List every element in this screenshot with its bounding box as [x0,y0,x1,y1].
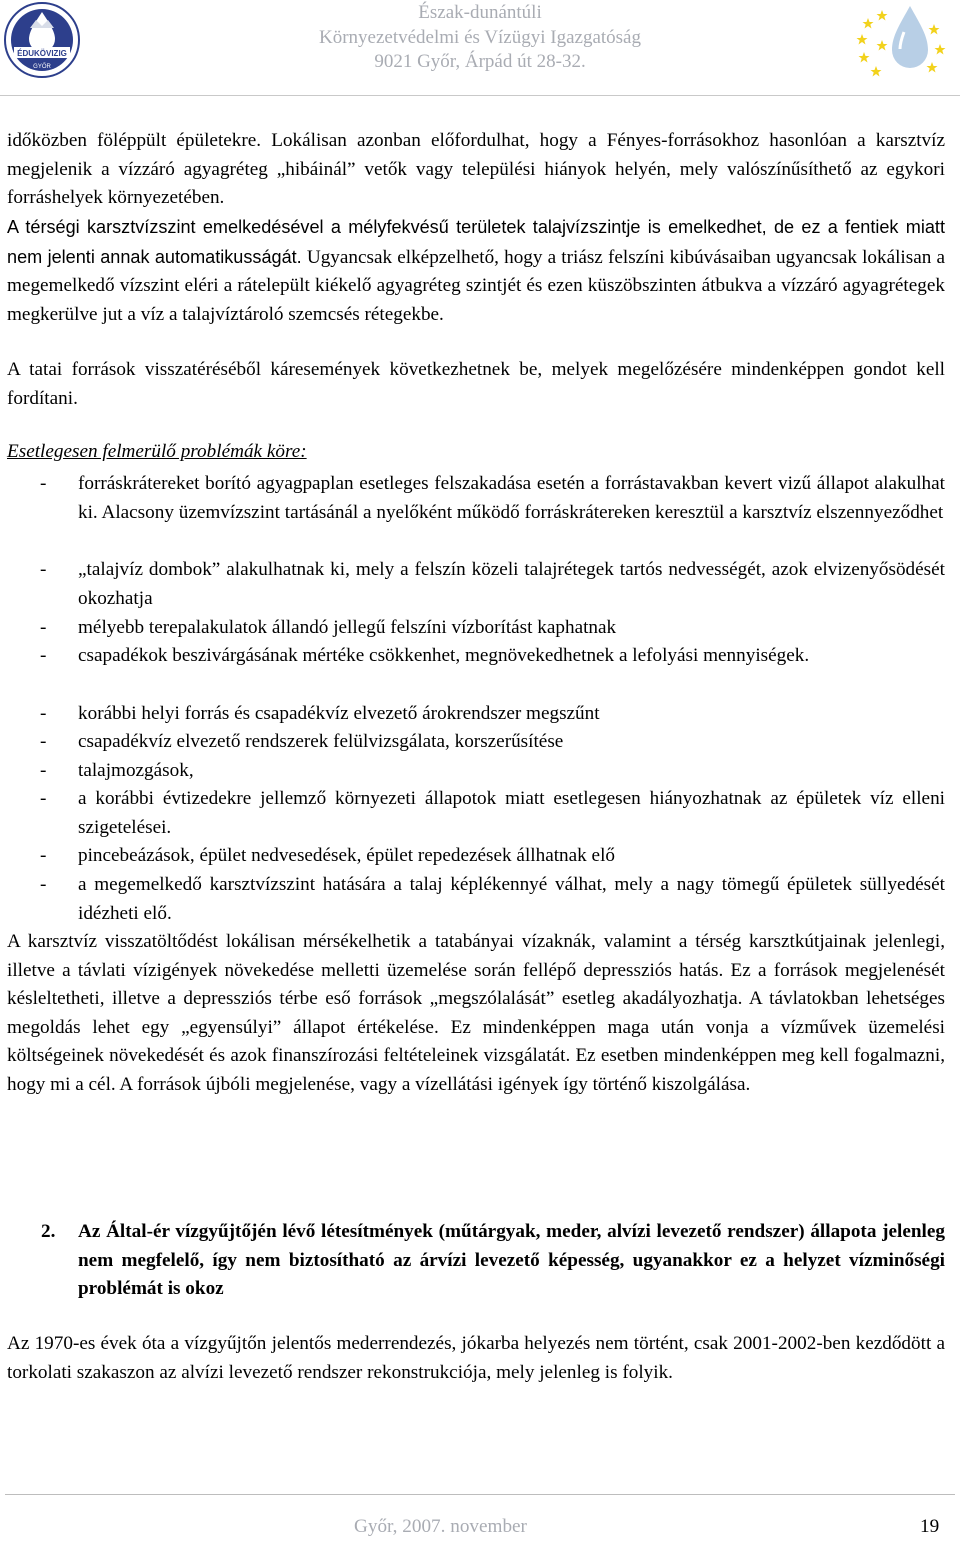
eu-water-drop-logo [852,2,948,82]
list-dash: - [40,473,47,494]
paragraph-5: Az 1970-es évek óta a vízgyűjtőn jelentős mederrendezés, jókarba helyezés nem történt, csak 2001-2002-ben kezdődött a torkolati szakaszon az alvízi levezető rendszer rekonstrukciója, mely jelenleg is folyik. [7,1333,945,1383]
list-item-text: csapadékvíz elvezető rendszerek felülvizsgálata, korszerűsítése [78,731,564,752]
list-item-text: mélyebb terepalakulatok állandó jellegű felszíni vízborítást kaphatnak [78,617,617,638]
list-item-text: a megemelkedő karsztvízszint hatására a talaj képlékennyé válhat, mely a nagy tömegű épületek süllyedését idézheti elő. [78,874,945,924]
list-dash: - [40,645,47,666]
list-item-text: „talajvíz dombok” alakulhatnak ki, mely a felszín közeli talajrétegek tartós nedvességét, azok elvizenyősödését okozhatja [78,559,945,609]
logo-text-name: ÉDUKÖVIZIG [17,49,67,58]
paragraph-2-sans-part: A térségi karsztvízszint emelkedésével a mélyfekvésű területek talajvízszintje is emelkedhet, de ez a fentiek miatt nem jelenti annak automatikusságát. [7,217,945,267]
list-item-text: korábbi helyi forrás és csapadékvíz elvezető árokrendszer megszűnt [78,703,600,724]
logo-text-city: GYŐR [33,64,51,70]
list-dash: - [40,788,47,809]
list-dash: - [40,874,47,895]
list-item-text: talajmozgások, [78,760,194,781]
header-line-1: Észak-dunántúli [418,2,542,23]
header-line-2: Környezetvédelmi és Vízügyi Igazgatóság [318,27,641,48]
section-number: 2. [41,1221,56,1242]
list-item-text: csapadékok beszivárgásának mértéke csökkenhet, megnövekedhetnek a lefolyási mennyiségek. [78,645,810,666]
footer-place-date: Győr, 2007. november [354,1516,527,1537]
problems-subheading: Esetlegesen felmerülő problémák köre: [7,441,307,462]
section-title: Az Által-ér vízgyűjtőjén lévő létesítmények (műtárgyak, meder, alvízi levezető rendszer) állapota jelenleg nem megfelelő, így nem biztosítható az árvízi levezető képesség, ugyanakkor ez a helyzet vízminőségi problémát is okoz [78,1221,945,1300]
list-dash: - [40,617,47,638]
header-divider [0,95,960,96]
paragraph-3: A tatai források visszatéréséből káresemények következhetnek be, melyek megelőzésére mindenképpen gondot kell fordítani. [7,359,945,409]
page-header [0,0,960,96]
list-dash: - [40,760,47,781]
list-dash: - [40,731,47,752]
list-item-text: forráskrátereket borító agyagpaplan esetleges felszakadása esetén a forrástavakban kevert vizű állapot alakulhat ki. Alacsony üzemvízszint tartásánál a nyelőként működő forráskrátereken keresztül a karsztvíz elszennyeződhet [78,473,945,523]
page-number: 19 [920,1516,940,1537]
paragraph-4: A karsztvíz visszatöltődést lokálisan mérsékelhetik a tatabányai vízaknák, valamint a térség karsztkútjainak jelenlegi, illetve a távlati vízigények növekedése melletti üzemelése során fellépő depressziós hatás. Ez a források megjelenését késleltetheti, illetve a depressziós térbe eső források „megszólalását” esetleg akadályozhatja. A távlatokban lehetséges megoldás lehet egy „egyensúlyi” állapot értékelése. Ez mindenképpen maga után vonja a vízművek üzemelési költségeinek növekedését és azok finanszírozási feltételeinek vizsgálatát. Ez esetben mindenképpen meg kell fogalmazni, hogy mi a cél. A források újbóli megjelenése, vagy a vízellátási igények így történő kiszolgálása. [7,931,945,1095]
footer-divider [5,1494,955,1495]
list-dash: - [40,845,47,866]
list-dash: - [40,559,47,580]
paragraph-2-serif-part: Ugyancsak elképzelhető, hogy a triász felszíni kibúvásaiban ugyancsak lokálisan a megemelkedő vízszint eléri a rátelepült kiékelő agyagréteg szintjét és ezen küszöbszinten átbukva a vízzáró agyagrétegek megkerülve jut a víz a talajvíztároló szemcsés rétegekbe. [7,246,945,325]
paragraph-1: időközben föléppült épületekre. Lokálisan azonban előfordulhat, hogy a Fényes-forrásokhoz hasonlóan a karsztvíz megjelenik a vízzáró agyagréteg „hibáinál” vetők vagy települési hiányok helyén, mely valószínűsíthető az egykori forráshelyek környezetében. [7,130,945,209]
list-dash: - [40,703,47,724]
header-line-3: 9021 Győr, Árpád út 28-32. [374,51,586,72]
list-item-text: a korábbi évtizedekre jellemző környezeti állapotok miatt esetlegesen hiányozhatnak az épületek víz elleni szigetelései. [78,788,945,838]
paragraph-2 [7,213,945,329]
list-item-text: pincebeázások, épület nedvesedések, épület repedezések állhatnak elő [78,845,615,866]
